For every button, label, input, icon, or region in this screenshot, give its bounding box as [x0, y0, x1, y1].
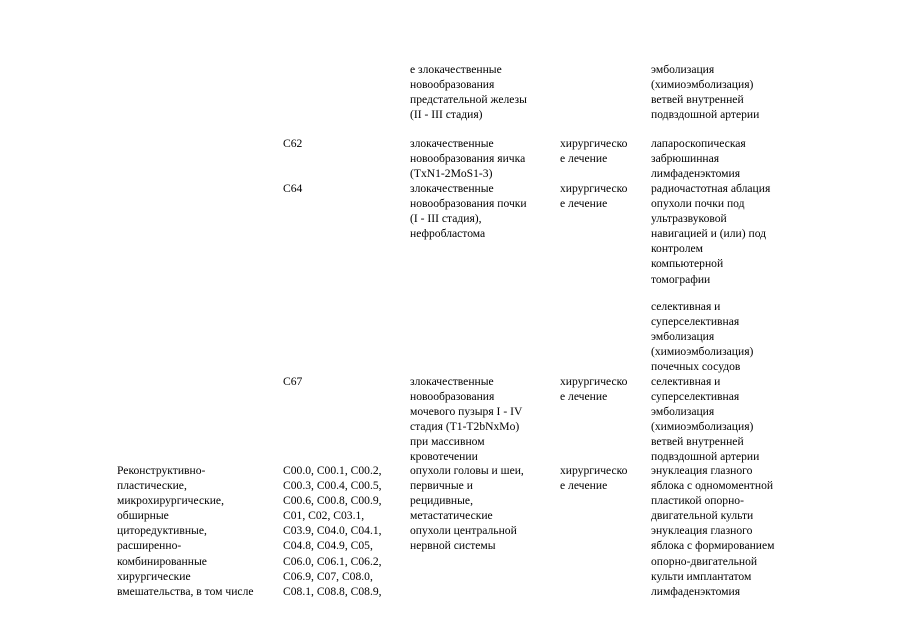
reconstructive-method-cell: [651, 463, 775, 599]
c67-method-line: ветвей внутренней: [651, 435, 744, 449]
reconstructive-group-line: Реконструктивно-: [117, 464, 206, 477]
c64-method-1-line: ультразвуковой: [651, 212, 727, 226]
c62-treatment-line: е лечение: [560, 152, 608, 166]
reconstructive-treatment-line: хирургическо: [560, 464, 628, 477]
cont-method-line: подвздошной артерии: [651, 108, 760, 122]
reconstructive-codes-line: C04.8, C04.9, C05,: [283, 539, 373, 553]
c67-disease-line: мочевого пузыря I - IV: [410, 405, 523, 419]
c64-disease-cell: [410, 181, 527, 241]
reconstructive-codes-line: C00.6, C00.8, C00.9,: [283, 494, 382, 508]
c67-method-line: селективная и: [651, 375, 721, 388]
reconstructive-method-line: яблока с формированием: [651, 539, 775, 553]
reconstructive-disease-line: нервной системы: [410, 539, 496, 553]
reconstructive-method-line: двигательной культи: [651, 509, 754, 523]
c64-disease-line: новообразования почки: [410, 197, 527, 211]
reconstructive-group-line: пластические,: [117, 479, 187, 493]
c67-code: C67: [283, 375, 303, 388]
c62-disease-line: злокачественные: [410, 137, 494, 150]
c64-code: C64: [283, 182, 303, 195]
c64-method-2-line: суперселективная: [651, 315, 740, 329]
reconstructive-disease-line: опухоли центральной: [410, 524, 517, 538]
reconstructive-method-line: энуклеация глазного: [651, 524, 753, 538]
c62-treatment-cell: [560, 136, 627, 166]
reconstructive-group-line: вмешательства, в том числе: [117, 584, 254, 598]
reconstructive-codes-line: C08.1, C08.8, C08.9,: [283, 584, 382, 598]
c64-method-1-line: навигацией и (или) под: [651, 227, 767, 241]
reconstructive-disease-line: опухоли головы и шеи,: [410, 464, 524, 477]
c64-method-1-line: томографии: [651, 272, 711, 286]
c64-method-1-line: радиочастотная аблация: [651, 182, 771, 195]
reconstructive-treatment-line: е лечение: [560, 479, 608, 493]
c62-method-cell: [651, 136, 746, 181]
reconstructive-group-line: хирургические: [117, 569, 191, 583]
cont-method-line: (химиоэмболизация): [651, 78, 754, 92]
reconstructive-codes-line: C01, C02, C03.1,: [283, 509, 365, 523]
reconstructive-method-line: энуклеация глазного: [651, 464, 753, 477]
reconstructive-codes-line: C00.3, C00.4, C00.5,: [283, 479, 382, 493]
reconstructive-group-line: обширные: [117, 509, 169, 523]
c67-treatment-line: е лечение: [560, 390, 608, 404]
reconstructive-disease-line: первичные и: [410, 479, 473, 493]
c64-disease-line: злокачественные: [410, 182, 494, 195]
reconstructive-codes-line: C03.9, C04.0, C04.1,: [283, 524, 382, 538]
cont-disease-line: (II - III стадия): [410, 108, 483, 122]
c64-treatment-cell: [560, 181, 627, 211]
c64-method-1-line: опухоли почки под: [651, 197, 745, 211]
c64-method-2-line: почечных сосудов: [651, 360, 741, 374]
cont-disease-line: предстательной железы: [410, 93, 527, 107]
c67-disease-line: злокачественные: [410, 375, 494, 388]
c62-disease-cell: [410, 136, 525, 181]
reconstructive-disease-line: метастатические: [410, 509, 493, 523]
c67-disease-cell: [410, 374, 522, 465]
c62-method-line: лапароскопическая: [651, 137, 746, 150]
reconstructive-method-line: яблока с одномоментной: [651, 479, 774, 493]
reconstructive-group-line: расширенно-: [117, 539, 182, 553]
c67-method-line: суперселективная: [651, 390, 740, 404]
cont-disease-line: новообразования: [410, 78, 495, 92]
c64-method-2-line: селективная и: [651, 300, 721, 313]
c64-method-1-line: контролем: [651, 242, 703, 256]
c62-treatment-line: хирургическо: [560, 137, 628, 150]
c64-method-1-line: компьютерной: [651, 257, 724, 271]
c62-disease-line: (TxN1-2MoS1-3): [410, 167, 493, 181]
c64-method-2-line: (химиоэмболизация): [651, 345, 754, 359]
c64-method-2-line: эмболизация: [651, 330, 715, 344]
c64-disease-line: нефробластома: [410, 227, 486, 241]
c62-method-line: забрюшинная: [651, 152, 720, 166]
reconstructive-group-line: микрохирургические,: [117, 494, 224, 508]
reconstructive-codes-line: C00.0, C00.1, C00.2,: [283, 464, 382, 477]
c62-disease-line: новообразования яичка: [410, 152, 526, 166]
cont-method-cell: [651, 62, 759, 122]
c67-disease-line: кровотечении: [410, 450, 478, 464]
c64-treatment-line: хирургическо: [560, 182, 628, 195]
cont-method-line: эмболизация: [651, 63, 715, 76]
reconstructive-group-line: циторедуктивные,: [117, 524, 207, 538]
c64-method-2-cell: [651, 299, 753, 374]
reconstructive-method-line: пластикой опорно-: [651, 494, 744, 508]
cont-method-line: ветвей внутренней: [651, 93, 744, 107]
c64-treatment-line: е лечение: [560, 197, 608, 211]
reconstructive-group-line: комбинированные: [117, 554, 207, 568]
reconstructive-disease-cell: [410, 463, 524, 554]
reconstructive-treatment-cell: [560, 463, 627, 493]
reconstructive-method-line: лимфаденэктомия: [651, 584, 741, 598]
c67-disease-line: новообразования: [410, 390, 495, 404]
c67-method-line: подвздошной артерии: [651, 450, 760, 464]
c67-disease-line: при массивном: [410, 435, 485, 449]
reconstructive-group-cell: [117, 463, 254, 599]
reconstructive-disease-line: рецидивные,: [410, 494, 473, 508]
reconstructive-method-line: культи имплантатом: [651, 569, 752, 583]
reconstructive-codes-cell: [283, 463, 382, 599]
reconstructive-codes-line: C06.0, C06.1, C06.2,: [283, 554, 382, 568]
c67-method-cell: [651, 374, 759, 465]
c67-treatment-line: хирургическо: [560, 375, 628, 388]
reconstructive-method-line: опорно-двигательной: [651, 554, 758, 568]
c64-method-1-cell: [651, 181, 770, 287]
c67-method-line: эмболизация: [651, 405, 715, 419]
cont-disease-cell: [410, 62, 527, 122]
cont-disease-line: е злокачественные: [410, 63, 502, 76]
c67-disease-line: стадия (T1-T2bNxMo): [410, 420, 520, 434]
c64-disease-line: (I - III стадия),: [410, 212, 482, 226]
c67-treatment-cell: [560, 374, 627, 404]
c62-code: C62: [283, 137, 303, 150]
reconstructive-codes-line: C06.9, C07, C08.0,: [283, 569, 373, 583]
c62-method-line: лимфаденэктомия: [651, 167, 741, 181]
c67-method-line: (химиоэмболизация): [651, 420, 754, 434]
